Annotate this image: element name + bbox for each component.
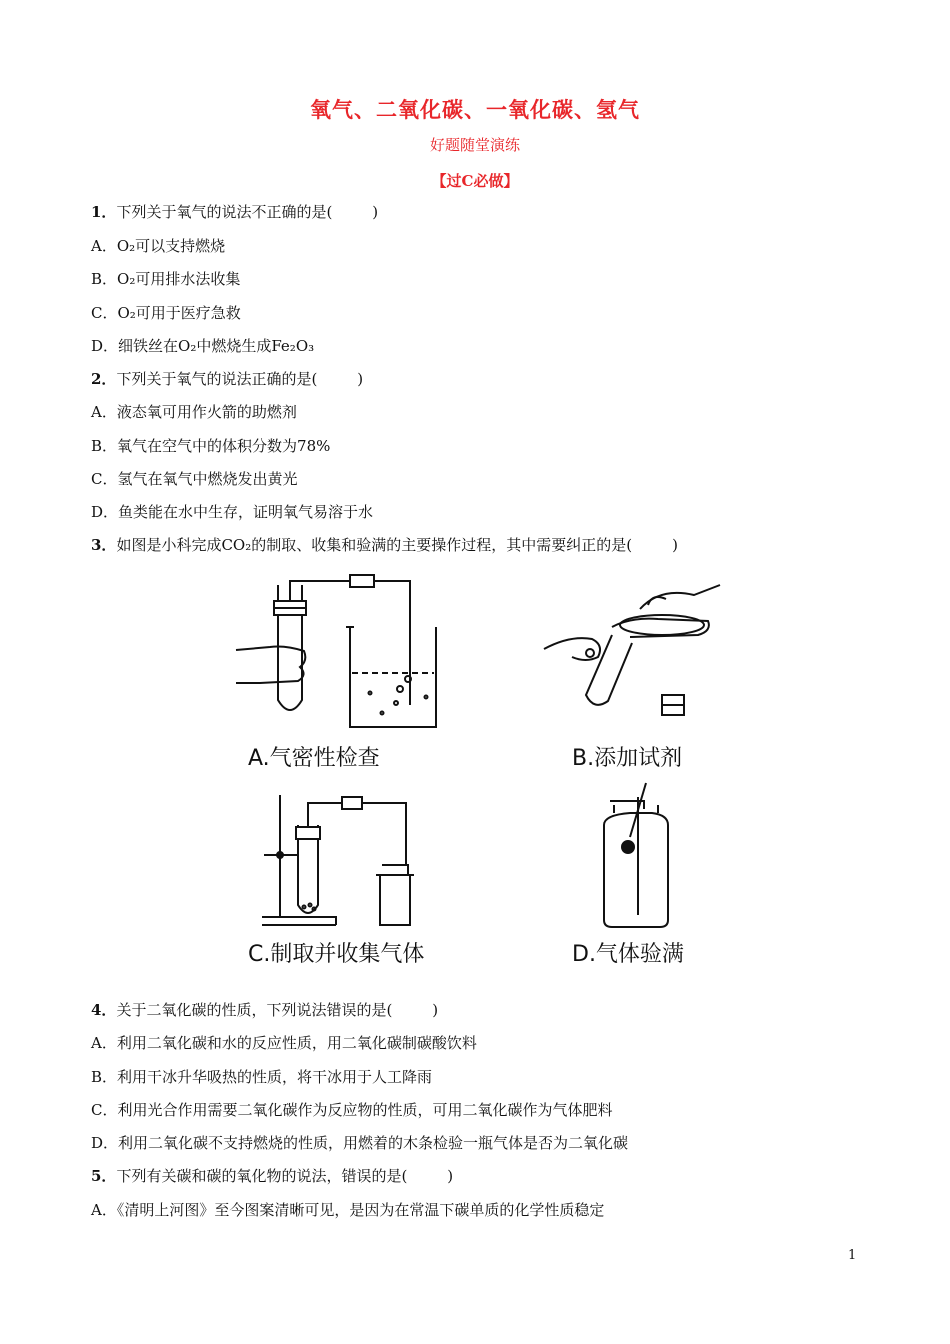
option: D．利用二氧化碳不支持燃烧的性质，用燃着的木条检验一瓶气体是否为二氧化碳 [91, 1134, 629, 1152]
option: A．液态氧可用作火箭的助燃剂 [91, 403, 297, 421]
option: B．氧气在空气中的体积分数为78% [91, 437, 331, 455]
option: C．氢气在氧气中燃烧发出黄光 [91, 470, 298, 488]
question-3 [91, 535, 678, 555]
page-number: 1 [848, 1248, 857, 1263]
question-4 [91, 1000, 438, 1020]
question-number: 2． [91, 370, 117, 388]
figure-d-full-test [572, 783, 684, 967]
option: C．O₂可用于医疗急救 [91, 304, 241, 322]
question-close-paren: ) [447, 1167, 454, 1185]
option: A．O₂可以支持燃烧 [91, 237, 226, 255]
option: A．利用二氧化碳和水的反应性质，用二氧化碳制碳酸饮料 [91, 1034, 477, 1052]
question-close-paren: ) [672, 536, 678, 554]
option: D．鱼类能在水中生存，证明氧气易溶于水 [91, 503, 374, 521]
question-2 [91, 369, 363, 389]
option: A．《清明上河图》至今图案清晰可见，是因为在常温下碳单质的化学性质稳定 [91, 1201, 605, 1219]
option: D．细铁丝在O₂中燃烧生成Fe₂O₃ [91, 337, 315, 355]
question-number: 4． [91, 1001, 117, 1019]
figure-caption-c: C.制取并收集气体 [248, 942, 425, 967]
option: C．利用光合作用需要二氧化碳作为反应物的性质，可用二氧化碳作为气体肥料 [91, 1101, 613, 1119]
figure-a-airtightness [236, 575, 436, 771]
experiment-figure [200, 565, 760, 980]
question-close-paren: ) [372, 203, 379, 221]
option: B．O₂可用排水法收集 [91, 270, 241, 288]
question-number: 5． [91, 1167, 117, 1185]
question-stem: 下列有关碳和碳的氧化物的说法，错误的是( [116, 1167, 408, 1185]
figure-c-produce-collect [248, 795, 424, 967]
figure-caption-b: B.添加试剂 [572, 746, 683, 771]
page-subtitle: 好题随堂演练 [429, 136, 520, 154]
question-stem: 如图是小科完成CO₂的制取、收集和验满的主要操作过程，其中需要纠正的是( [116, 536, 633, 554]
question-1 [91, 202, 378, 222]
question-close-paren: ) [357, 370, 364, 388]
question-stem: 下列关于氧气的说法不正确的是( [116, 203, 333, 221]
question-number: 3． [91, 536, 117, 554]
question-number: 1． [91, 203, 117, 221]
question-stem: 下列关于氧气的说法正确的是( [116, 370, 318, 388]
figure-b-adding-reagent [544, 585, 720, 771]
page-title: 氧气、二氧化碳、一氧化碳、氢气 [310, 97, 640, 122]
figure-caption-d: D.气体验满 [572, 942, 684, 967]
option: B．利用干冰升华吸热的性质，将干冰用于人工降雨 [91, 1068, 433, 1086]
question-5 [91, 1166, 453, 1186]
question-stem: 关于二氧化碳的性质，下列说法错误的是( [116, 1001, 393, 1019]
figure-caption-a: A.气密性检查 [248, 746, 380, 771]
question-close-paren: ) [432, 1001, 439, 1019]
section-tag: 【过C必做】 [431, 172, 519, 190]
